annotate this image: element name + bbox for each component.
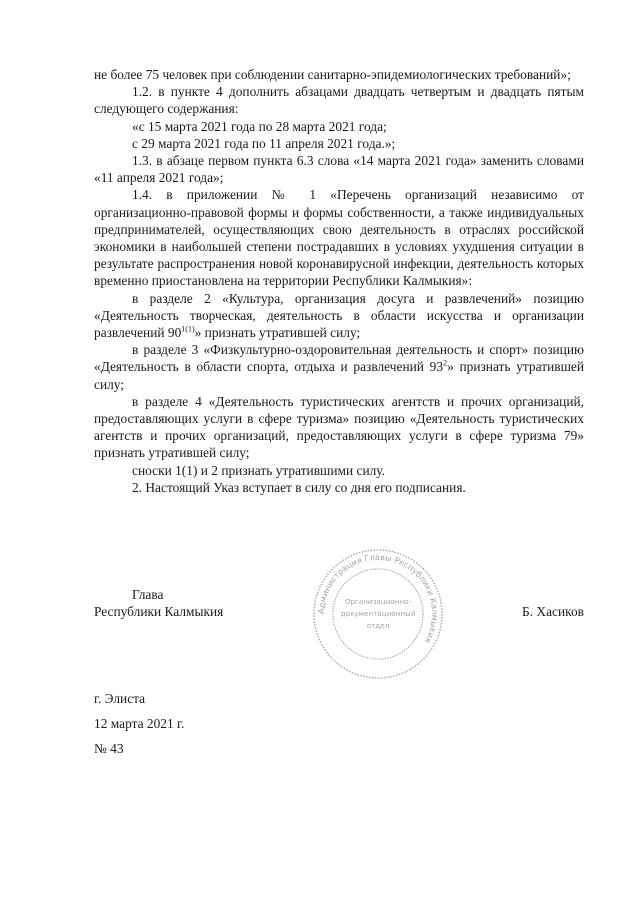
paragraph-1-3: 1.3. в абзаце первом пункта 6.3 слова «14 марта 2021 года» заменить словами «11 апреля 2021 года»; — [94, 153, 584, 186]
document-body — [94, 66, 584, 496]
paragraph-section-2 — [94, 290, 584, 342]
document-footer — [94, 690, 184, 765]
section-3-text: в разделе 3 «Физкультурно-оздоровительная деятельность и спорт» позицию «Деятельность в области спорта, отдыха и развлечений 93 — [94, 342, 584, 375]
seal-inner-line-1: Организационно- — [344, 597, 412, 606]
signatory-title-line-1: Глава — [132, 587, 164, 602]
seal-inner-line-3: отдел — [366, 621, 390, 630]
section-2-text-end: » признать утратившей силу; — [194, 325, 361, 341]
document-number: № 43 — [94, 741, 124, 756]
section-2-text: в разделе 2 «Культура, организация досуга и развлечений» позицию «Деятельность творческая, деятельность в области искусства и организации развлечений 90 — [94, 290, 584, 341]
paragraph-date-range-1: «с 15 марта 2021 года по 28 марта 2021 года; — [132, 118, 387, 134]
paragraph-1: не более 75 человек при соблюдении санитарно-эпидемиологических требований»; — [94, 67, 571, 82]
issue-date: 12 марта 2021 г. — [94, 716, 185, 731]
paragraph-footnotes: сноски 1(1) и 2 признать утратившими силу. — [132, 462, 386, 478]
section-3-text-end: » признать утратившей силу; — [94, 359, 584, 392]
paragraph-2: 2. Настоящий Указ вступает в силу со дня его подписания. — [132, 479, 466, 495]
paragraph-section-3 — [94, 341, 584, 393]
paragraph-section-4: в разделе 4 «Деятельность туристических агентств и прочих организаций, предоставляющих услуги в сфере туризма» позицию «Деятельность туристических агентств и прочих организаций, предоставляющих услуги в сфере туризма 79» признать утратившей силу; — [94, 393, 584, 461]
paragraph-1-2: 1.2. в пункте 4 дополнить абзацами двадцать четвертым и двадцать пятым следующего содержания: — [94, 84, 584, 117]
footnote-ref-1-1: 1(1) — [181, 324, 195, 334]
signature-block — [94, 586, 584, 646]
seal-inner-line-2: документационный — [340, 609, 416, 618]
signatory-name: Б. Хасиков — [522, 604, 584, 619]
paragraph-1-4: 1.4. в приложении № 1 «Перечень организаций независимо от организационно-правовой формы и формы собственности, а также индивидуальных предпринимателей, осуществляющих свою деятельность в отраслях российской экономики в наибольшей степени пострадавших в условиях ухудшения ситуации в результате распространения новой коронавирусной инфекции, деятельность которых временно приостановлена на территории Республики Калмыкия»: — [94, 187, 584, 289]
place-of-issue: г. Элиста — [94, 691, 146, 706]
signatory-title-line-2: Республики Калмыкия — [94, 604, 224, 619]
seal-outer-text: Администрация Главы Республики Калмыкия — [315, 551, 441, 645]
footnote-ref-2: 2 — [443, 358, 448, 368]
paragraph-date-range-2: с 29 марта 2021 года по 11 апреля 2021 года.»; — [132, 135, 396, 151]
